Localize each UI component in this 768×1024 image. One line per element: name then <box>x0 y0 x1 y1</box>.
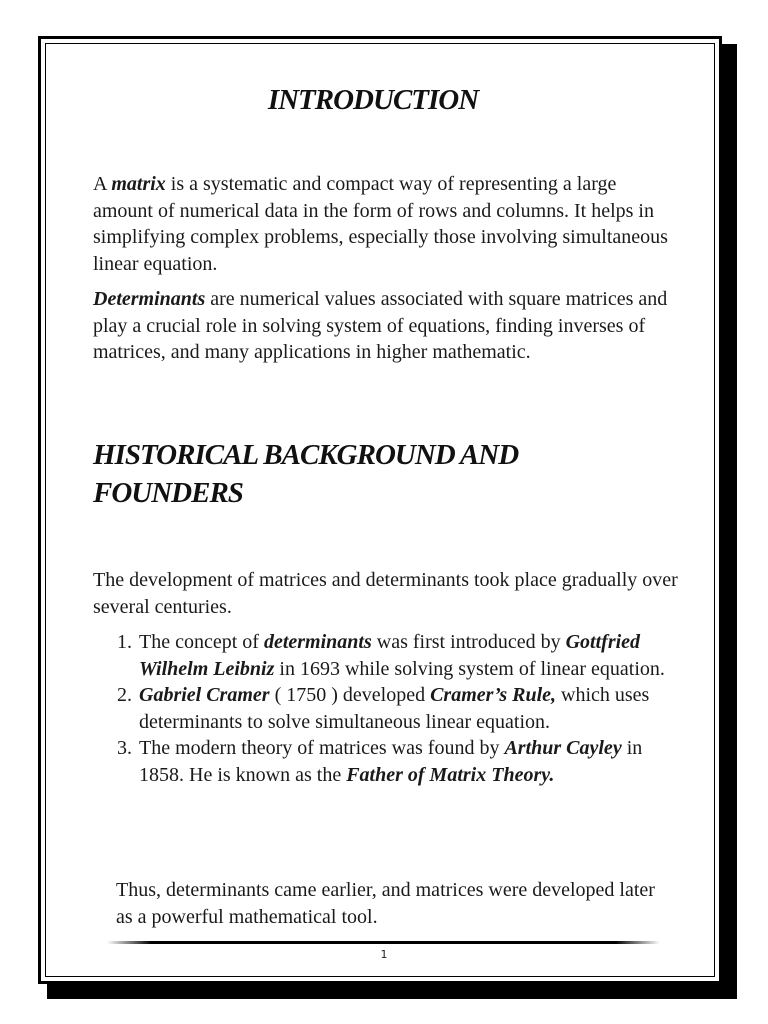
name-cramer: Gabriel Cramer <box>139 684 270 706</box>
list-item-text: The concept of <box>139 631 264 653</box>
name-leibniz: Gottfried Wilhelm Leibniz <box>139 631 641 680</box>
list-item-text: ( 1750 ) developed <box>269 684 431 706</box>
page-title: INTRODUCTION <box>267 84 479 116</box>
list-item <box>93 682 673 735</box>
list-item-number: 3. <box>117 737 132 759</box>
name-cayley: Arthur Cayley <box>504 737 622 759</box>
term-cramers-rule: Cramer’s Rule, <box>430 684 557 706</box>
intro-paragraph-determinants <box>93 286 678 366</box>
list-item-number: 1. <box>117 631 132 653</box>
history-list <box>93 629 673 788</box>
term-determinants-emph: determinants <box>263 631 372 653</box>
term-matrix: matrix <box>111 173 166 195</box>
term-determinants: Determinants <box>93 288 206 310</box>
term-father-of-matrix-theory: Father of Matrix Theory. <box>346 763 555 786</box>
list-item-number: 2. <box>117 684 132 706</box>
section-heading-history: HISTORICAL BACKGROUND AND FOUNDERS <box>93 439 519 509</box>
closing-paragraph: Thus, determinants came earlier, and matrices were developed later as a powerful mathematical tool. <box>116 879 655 928</box>
intro-paragraph-matrix <box>93 171 678 277</box>
list-item <box>93 735 673 788</box>
intro-p1-body: is a systematic and compact way of representing a large amount of numerical data in the form of rows and columns. It helps in simplifying complex problems, especially those involving simultaneous linear equation. <box>93 173 668 275</box>
intro-p1-lead: A <box>93 173 112 195</box>
list-item-text: was first introduced by <box>371 631 566 653</box>
list-item-text: in 1693 while solving system of linear equation. <box>274 657 665 680</box>
intro-p2-body: are numerical values associated with square matrices and play a crucial role in solving system of equations, finding inverses of matrices, and many applications in higher mathematic. <box>93 288 668 363</box>
list-item-text: in 1858. He is known as the <box>139 737 643 786</box>
history-lead-paragraph: The development of matrices and determinants took place gradually over several centuries. <box>93 569 678 618</box>
page-number: 1 <box>380 948 388 961</box>
list-item-text: The modern theory of matrices was found by <box>139 737 505 759</box>
footer-rule <box>107 941 660 944</box>
list-item <box>93 629 673 682</box>
list-item-text: which uses determinants to solve simultaneous linear equation. <box>139 684 650 733</box>
